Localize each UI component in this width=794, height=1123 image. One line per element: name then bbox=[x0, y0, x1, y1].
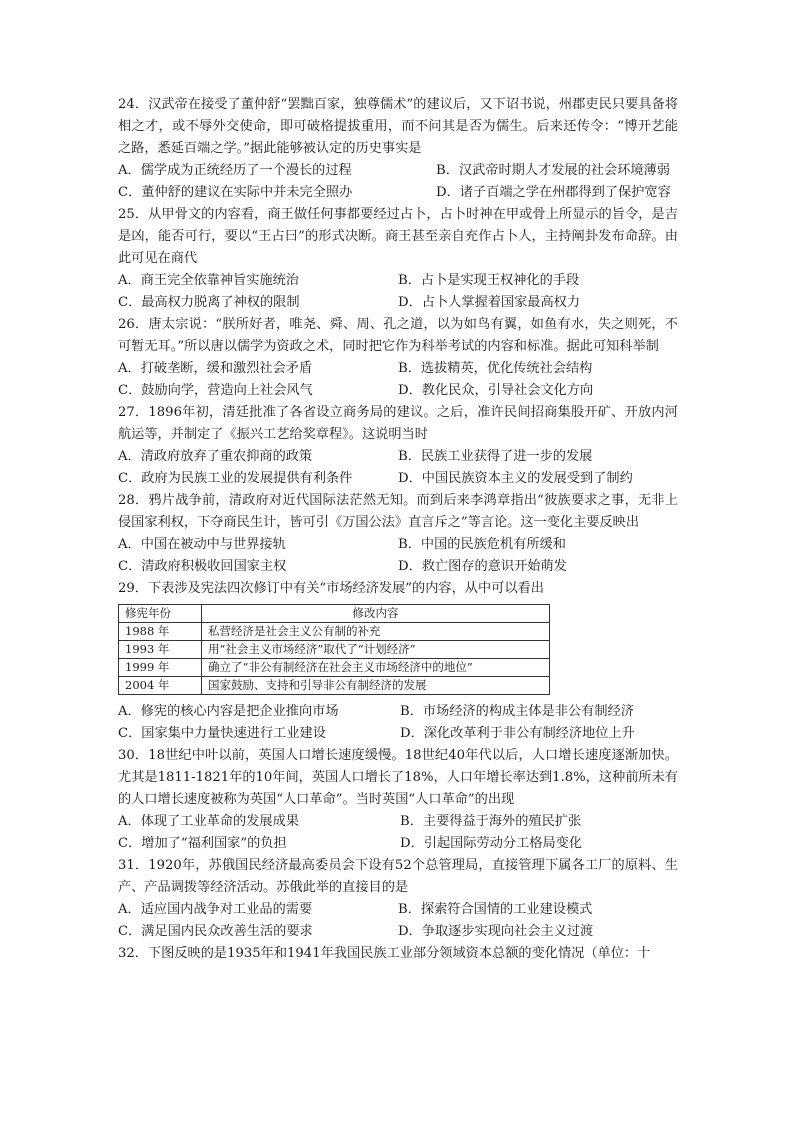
option-b: B．中国的民族危机有所缓和 bbox=[398, 537, 566, 552]
options-row bbox=[118, 899, 678, 921]
option-d: D．争取逐步实现向社会主义过渡 bbox=[398, 924, 594, 939]
options-row bbox=[118, 833, 678, 855]
question-stem: 29．下表涉及宪法四次修订中有关“市场经济发展”的内容，从中可以看出 bbox=[118, 581, 544, 596]
question-stem: 31．1920年，苏俄国民经济最高委员会下设有52个总管理局，直接管理下属各工厂的原料、生产、产品调拨等经济活动。苏俄此举的直接目的是 bbox=[118, 858, 678, 895]
question-stem: 27．1896年初，清廷批准了各省设立商务局的建议。之后，准许民间招商集股开矿、开放内河航运等，并制定了《振兴工艺给奖章程》。这说明当时 bbox=[118, 405, 678, 442]
option-b: B．市场经济的构成主体是非公有制经济 bbox=[400, 704, 634, 719]
options-grid bbox=[118, 270, 678, 314]
option-b: B．民族工业获得了进一步的发展 bbox=[398, 449, 593, 464]
table-row bbox=[119, 623, 550, 641]
question-32 bbox=[118, 943, 678, 965]
option-b: B．汉武帝时期人才发展的社会环境薄弱 bbox=[436, 163, 670, 178]
question-28 bbox=[118, 490, 678, 578]
cell-content: 用“社会主义市场经济”取代了“计划经济” bbox=[202, 641, 550, 659]
table-row bbox=[119, 641, 550, 659]
cell-year: 2004 年 bbox=[119, 677, 202, 695]
question-stem: 25．从甲骨文的内容看，商王做任何事都要经过占卜，占卜时神在甲或骨上所显示的旨令，是吉是凶，能否可行，要以“王占曰”的形式决断。商王甚至亲自充作占卜人，主持阐卦发布命辞。由此可见在商代 bbox=[118, 207, 678, 266]
option-b: B．探索符合国情的工业建设模式 bbox=[398, 902, 593, 917]
option-a: A．清政府放弃了重农抑商的政策 bbox=[118, 449, 313, 464]
options-grid bbox=[118, 358, 678, 402]
option-a: A．适应国内战争对工业品的需要 bbox=[118, 902, 313, 917]
question-27 bbox=[118, 402, 678, 490]
option-d: D．救亡图存的意识开始萌发 bbox=[398, 559, 567, 574]
option-d: D．中国民族资本主义的发展受到了制约 bbox=[398, 471, 633, 486]
option-d: D．诸子百端之学在州郡得到了保护宽容 bbox=[436, 185, 671, 200]
option-b: B．主要得益于海外的殖民扩张 bbox=[400, 814, 582, 829]
table-row bbox=[119, 659, 550, 677]
option-b: B．占卜是实现王权神化的手段 bbox=[398, 273, 580, 288]
option-d: D．深化改革利于非公有制经济地位上升 bbox=[400, 726, 635, 741]
cell-year: 1993 年 bbox=[119, 641, 202, 659]
question-26 bbox=[118, 314, 678, 402]
column-header-year: 修宪年份 bbox=[119, 605, 202, 623]
cell-content: 国家鼓励、支持和引导非公有制经济的发展 bbox=[202, 677, 550, 695]
question-24 bbox=[118, 94, 678, 204]
option-a: A．打破垄断，缓和激烈社会矛盾 bbox=[118, 361, 313, 376]
options-row bbox=[118, 701, 678, 723]
question-29 bbox=[118, 578, 678, 745]
question-stem: 26．唐太宗说：“朕所好者，唯尧、舜、周、孔之道，以为如鸟有翼，如鱼有水，失之则死，不可暂无耳。”所以唐以儒学为资政之术，同时把它作为科举考试的内容和标准。据此可知科举制 bbox=[118, 317, 678, 354]
options-grid bbox=[118, 446, 678, 490]
question-30 bbox=[118, 745, 678, 855]
cell-year: 1988 年 bbox=[119, 623, 202, 641]
question-25 bbox=[118, 204, 678, 314]
option-d: D．引起国际劳动分工格局变化 bbox=[400, 836, 583, 851]
option-c: C．增加了“福利国家”的负担 bbox=[118, 836, 287, 851]
option-d: D．教化民众，引导社会文化方向 bbox=[398, 383, 594, 398]
column-header-content: 修改内容 bbox=[202, 605, 550, 623]
option-c: C．政府为民族工业的发展提供有利条件 bbox=[118, 471, 353, 486]
option-a: A．商王完全依靠神旨实施统治 bbox=[118, 273, 299, 288]
option-d: D．占卜人掌握着国家最高权力 bbox=[398, 295, 581, 310]
table-header-row bbox=[119, 605, 550, 623]
cell-content: 私营经济是社会主义公有制的补充 bbox=[202, 623, 550, 641]
option-c: C．清政府积极收回国家主权 bbox=[118, 559, 287, 574]
option-a: A．中国在被动中与世界接轨 bbox=[118, 537, 286, 552]
question-stem: 30．18世纪中叶以前，英国人口增长速度缓慢。18世纪40年代以后，人口增长速度逐渐加快。尤其是1811-1821年的10年间，英国人口增长了18%，人口年增长率达到1.8%，这种前所未有的人口增长速度被称为英国“人口革命”。当时英国“人口革命”的出现 bbox=[118, 748, 678, 807]
option-a: A．儒学成为正统经历了一个漫长的过程 bbox=[118, 163, 352, 178]
question-stem: 24．汉武帝在接受了董仲舒“罢黜百家，独尊儒术”的建议后，又下诏书说，州郡吏民只要具备将相之才，或不辱外交使命，即可破格提拔重用，而不问其是否为儒生。后来还传令：“博开艺能之路，悉延百端之学。”据此能够被认定的历史事实是 bbox=[118, 97, 678, 156]
options-row bbox=[118, 723, 678, 745]
option-a: A．修宪的核心内容是把企业推向市场 bbox=[118, 704, 339, 719]
question-stem: 32．下图反映的是1935年和1941年我国民族工业部分领域资本总额的变化情况（单位：十 bbox=[118, 946, 651, 961]
exam-page bbox=[118, 94, 678, 965]
option-c: C．最高权力脱离了神权的限制 bbox=[118, 295, 300, 310]
option-c: C．鼓励向学，营造向上社会风气 bbox=[118, 383, 313, 398]
options-row bbox=[118, 811, 678, 833]
option-a: A．体现了工业革命的发展成果 bbox=[118, 814, 299, 829]
question-31 bbox=[118, 855, 678, 943]
table-row bbox=[119, 677, 550, 695]
option-b: B．选拔精英，优化传统社会结构 bbox=[398, 361, 593, 376]
options-row bbox=[118, 921, 678, 943]
constitution-amendments-table bbox=[118, 604, 550, 695]
question-stem: 28．鸦片战争前，清政府对近代国际法茫然无知。而到后来李鸿章指出“彼族要求之事，无非上侵国家利权，下夺商民生计，皆可引《万国公法》直言斥之”等言论。这一变化主要反映出 bbox=[118, 493, 678, 530]
option-c: C．满足国内民众改善生活的要求 bbox=[118, 924, 313, 939]
options-row bbox=[118, 160, 678, 182]
option-c: C．国家集中力量快速进行工业建设 bbox=[118, 726, 326, 741]
options-grid bbox=[118, 534, 678, 578]
cell-content: 确立了“非公有制经济在社会主义市场经济中的地位” bbox=[202, 659, 550, 677]
option-c: C．董仲舒的建议在实际中并未完全照办 bbox=[118, 185, 353, 200]
cell-year: 1999 年 bbox=[119, 659, 202, 677]
options-row bbox=[118, 182, 678, 204]
